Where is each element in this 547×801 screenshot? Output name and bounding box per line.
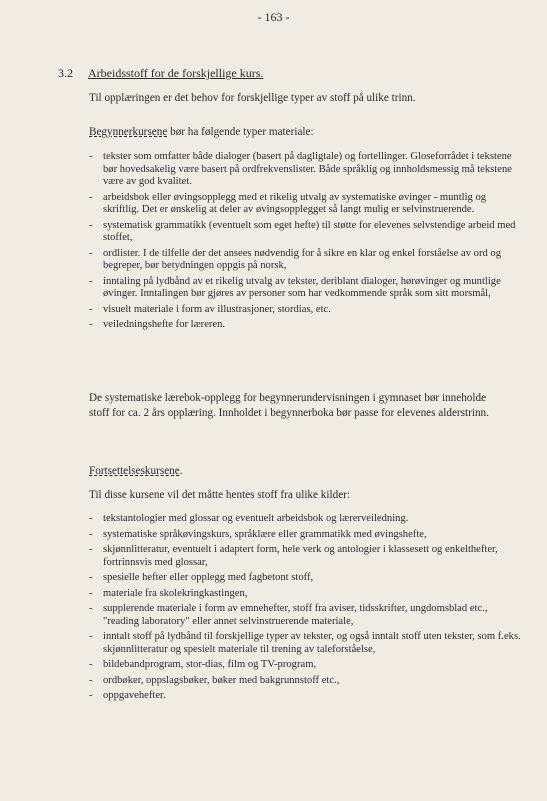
list-item-text: veiledningshefte for læreren. — [103, 319, 226, 330]
list-dash: - — [89, 191, 93, 203]
list-item — [89, 248, 521, 273]
list-item-text: ordlister. I de tilfelle der det ansees nødvendig for å sikre en klar og enkel forståelse av ord og begreper, bør betydningen oppgis på norsk, — [103, 247, 502, 271]
list-item — [89, 631, 521, 656]
list-item — [89, 675, 521, 688]
list-item — [89, 192, 521, 217]
list-item-text: tekstantologier med glossar og eventuelt arbeidsbok og lærerveiledning. — [103, 513, 409, 524]
list-item-text: ordbøker, oppslagsbøker, bøker med bakgrunnstoff etc., — [103, 674, 340, 686]
beginner-list — [89, 151, 521, 335]
list-dash: - — [89, 572, 93, 583]
list-dash: - — [89, 219, 93, 231]
continuation-heading — [89, 465, 183, 477]
list-item-text: supplerende materiale i form av emnehefter, stoff fra aviser, tidsskrifter, ungdomsblad etc., "reading laboratory" eller annet selvinstruerende materiale, — [103, 603, 488, 627]
list-item-text: materiale fra skolekringkastingen, — [103, 587, 248, 599]
list-item-text: arbeidsbok eller øvingsopplegg med et rikelig utvalg av systematiske øvinger - muntlig og skriftlig. Det er ønskelig at deler av øvingsopplegget så langt mulig er selvinstruerende. — [103, 191, 487, 215]
list-item — [89, 659, 521, 672]
section-number: 3.2 — [58, 66, 73, 80]
page-number: - 163 - — [257, 10, 290, 24]
list-dash: - — [89, 659, 93, 670]
list-item-text: systematiske språkøvingskurs, språklære eller grammatikk med øvingshefte, — [103, 528, 427, 540]
beginner-heading-underlined: Begynnerkursene — [89, 126, 168, 138]
list-item — [89, 319, 521, 332]
list-item — [89, 572, 521, 585]
list-item-text: oppgavehefter. — [103, 690, 166, 701]
list-dash: - — [89, 528, 93, 540]
continuation-list — [89, 513, 521, 706]
list-dash: - — [89, 603, 93, 614]
list-item-text: tekster som omfatter både dialoger (basert på dagligtale) og fortellinger. Gloseforrådet i tekstene bør hovedsakelig være basert på ordfrekvenslister. Både språklig og innholdsmessig må tekstene være av god kvalitet. — [103, 151, 512, 187]
beginner-heading — [89, 126, 314, 138]
list-dash: - — [89, 587, 93, 599]
list-item — [89, 603, 521, 628]
list-dash: - — [89, 247, 93, 259]
continuation-heading-underlined: Fortsettelseskursene — [89, 465, 180, 477]
continuation-heading-rest: . — [179, 465, 183, 477]
list-dash: - — [89, 303, 93, 315]
list-dash: - — [89, 513, 93, 524]
list-item — [89, 513, 521, 526]
list-dash: - — [89, 275, 93, 287]
beginner-heading-rest: bør ha følgende typer materiale: — [167, 126, 314, 138]
list-item-text: systematisk grammatikk (eventuelt som eget hefte) til støtte for elevenes selvstendige arbeid med stoffet, — [103, 219, 516, 243]
list-item — [89, 690, 521, 703]
continuation-intro: Til disse kursene vil det måtte hentes stoff fra ulike kilder: — [89, 489, 350, 501]
middle-paragraph: De systematiske lærebok-opplegg for begynnerundervisningen i gymnaset bør inneholde stoff for ca. 2 års opplæring. Innholdet i begynnerboka bør passe for elevenes alderstrinn. — [89, 392, 489, 419]
list-item — [89, 304, 521, 317]
list-dash: - — [89, 544, 93, 555]
list-item-text: inntalt stoff på lydbånd til forskjellige typer av tekster, og også inntalt stoff uten tekster, som f.eks. skjønnlitteratur og spesielt materiale til trening av taleforståelse, — [103, 631, 521, 655]
list-dash: - — [89, 319, 93, 330]
list-item-text: bildebandprogram, stor-dias, film og TV-program, — [103, 659, 317, 670]
list-item — [89, 529, 521, 542]
list-item-text: inntaling på lydbånd av et rikelig utvalg av tekster, deriblant dialoger, hørøvinger og muntlige øvinger. Inntalingen bør gjøres av personer som har vedkommende språk som sitt morsmål, — [103, 275, 501, 299]
list-item-text: visuelt materiale i form av illustrasjoner, stordias, etc. — [103, 303, 331, 315]
list-item — [89, 276, 521, 301]
section-title: Arbeidsstoff for de forskjellige kurs. — [88, 66, 264, 80]
list-dash: - — [89, 674, 93, 686]
list-item — [89, 588, 521, 601]
list-item — [89, 544, 521, 569]
list-item-text: skjønnlitteratur, eventuelt i adaptert form, hele verk og antologier i klassesett og enkelthefter, fortrinnsvis med glossar, — [103, 544, 498, 568]
list-dash: - — [89, 151, 93, 162]
list-dash: - — [89, 690, 93, 701]
section-heading — [58, 66, 263, 81]
list-dash: - — [89, 631, 93, 642]
list-item — [89, 151, 521, 189]
list-item-text: spesielle hefter eller opplegg med fagbetont stoff, — [103, 572, 314, 583]
list-item — [89, 220, 521, 245]
intro-paragraph: Til opplæringen er det behov for forskjellige typer av stoff på ulike trinn. — [89, 92, 416, 104]
